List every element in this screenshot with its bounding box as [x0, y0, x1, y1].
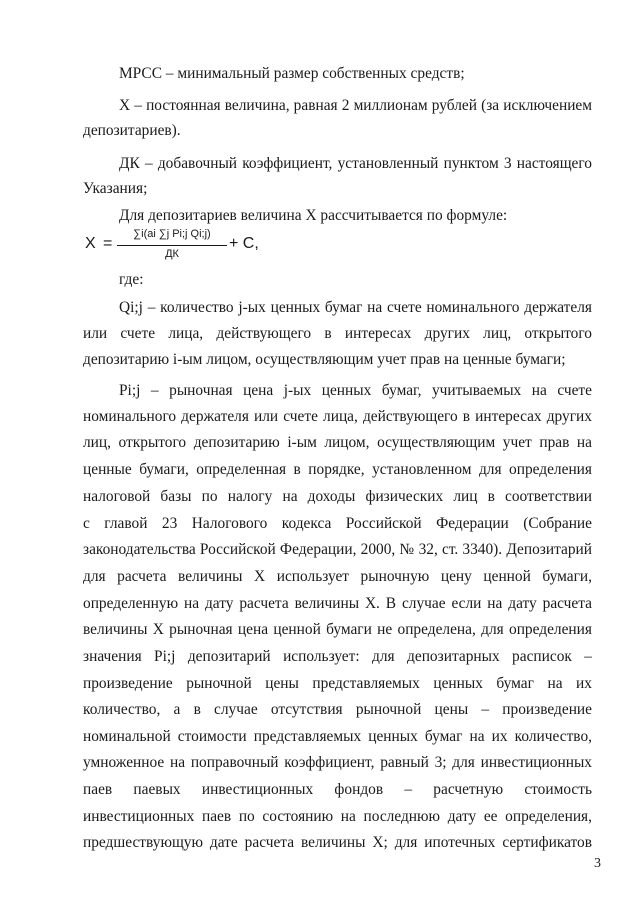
text-line: номинальной стоимости представляемых ценных бумаг на их количество,	[83, 728, 592, 745]
text-line: где:	[119, 271, 144, 288]
text-line: депозитариев).	[83, 122, 181, 139]
text-line: с главой 23 Налогового кодекса Российской Федерации (Собрание	[83, 515, 592, 532]
formula-lhs: X	[85, 235, 96, 252]
fraction-bar	[117, 245, 227, 246]
text-line: законодательства Российской Федерации, 2000, № 32, ст. 3340). Депозитарий	[83, 541, 592, 558]
formula-equals: =	[103, 235, 113, 252]
text-line: Указания;	[83, 180, 148, 197]
text-line: количество, а в случае отсутствия рыночной цены – произведение	[83, 701, 592, 718]
text-line: инвестиционных паев по состоянию на последнюю дату ее определения,	[83, 808, 592, 825]
formula-denominator: ДК	[165, 248, 179, 260]
text-line: ДК – добавочный коэффициент, установленный пунктом 3 настоящего	[119, 155, 592, 172]
text-line: Для депозитариев величина Х рассчитывается по формуле:	[119, 207, 508, 224]
text-line: значения Pi;j депозитарий использует: для депозитарных расписок –	[83, 648, 592, 665]
text-line: произведение рыночной цены представляемых ценных бумаг на их	[83, 675, 592, 692]
text-line: паев паевых инвестиционных фондов – расчетную стоимость	[83, 781, 592, 798]
text-line: Х – постоянная величина, равная 2 миллионам рублей (за исключением	[119, 97, 592, 114]
text-line: для расчета величины Х использует рыночную цену ценной бумаги,	[83, 568, 592, 585]
text-line: налоговой базы по налогу на доходы физических лиц в соответствии	[83, 488, 592, 505]
text-line: ценные бумаги, определенная в порядке, установленном для определения	[83, 461, 592, 478]
text-line: предшествующую дате расчета величины Х; для ипотечных сертификатов	[83, 834, 592, 851]
formula-tail: + C,	[229, 235, 259, 252]
text-line: величины Х рыночная цена ценной бумаги не определена, для определения	[83, 621, 592, 638]
text-line: умноженное на поправочный коэффициент, равный 3; для инвестиционных	[83, 754, 592, 771]
text-line: номинального держателя или счете лица, действующего в интересах других	[83, 408, 592, 425]
text-line: или счете лица, действующего в интересах других лиц, открытого	[83, 325, 592, 342]
page-number: 3	[594, 856, 601, 871]
text-line: определенную на дату расчета величины Х. В случае если на дату расчета	[83, 595, 592, 612]
text-line: Pi;j – рыночная цена j-ых ценных бумаг, учитываемых на счете	[119, 382, 592, 399]
text-line: МРСС – минимальный размер собственных средств;	[119, 65, 465, 82]
text-line: депозитарию i-ым лицом, осуществляющим учет прав на ценные бумаги;	[83, 351, 566, 368]
formula	[83, 226, 383, 268]
text-line: лиц, открытого депозитарию i-ым лицом, осуществляющим учет прав на	[83, 434, 592, 451]
formula-numerator: ∑i(ai ∑j Pi;j Qi;j)	[133, 228, 211, 240]
text-line: Qi;j – количество j-ых ценных бумаг на счете номинального держателя	[119, 299, 592, 316]
